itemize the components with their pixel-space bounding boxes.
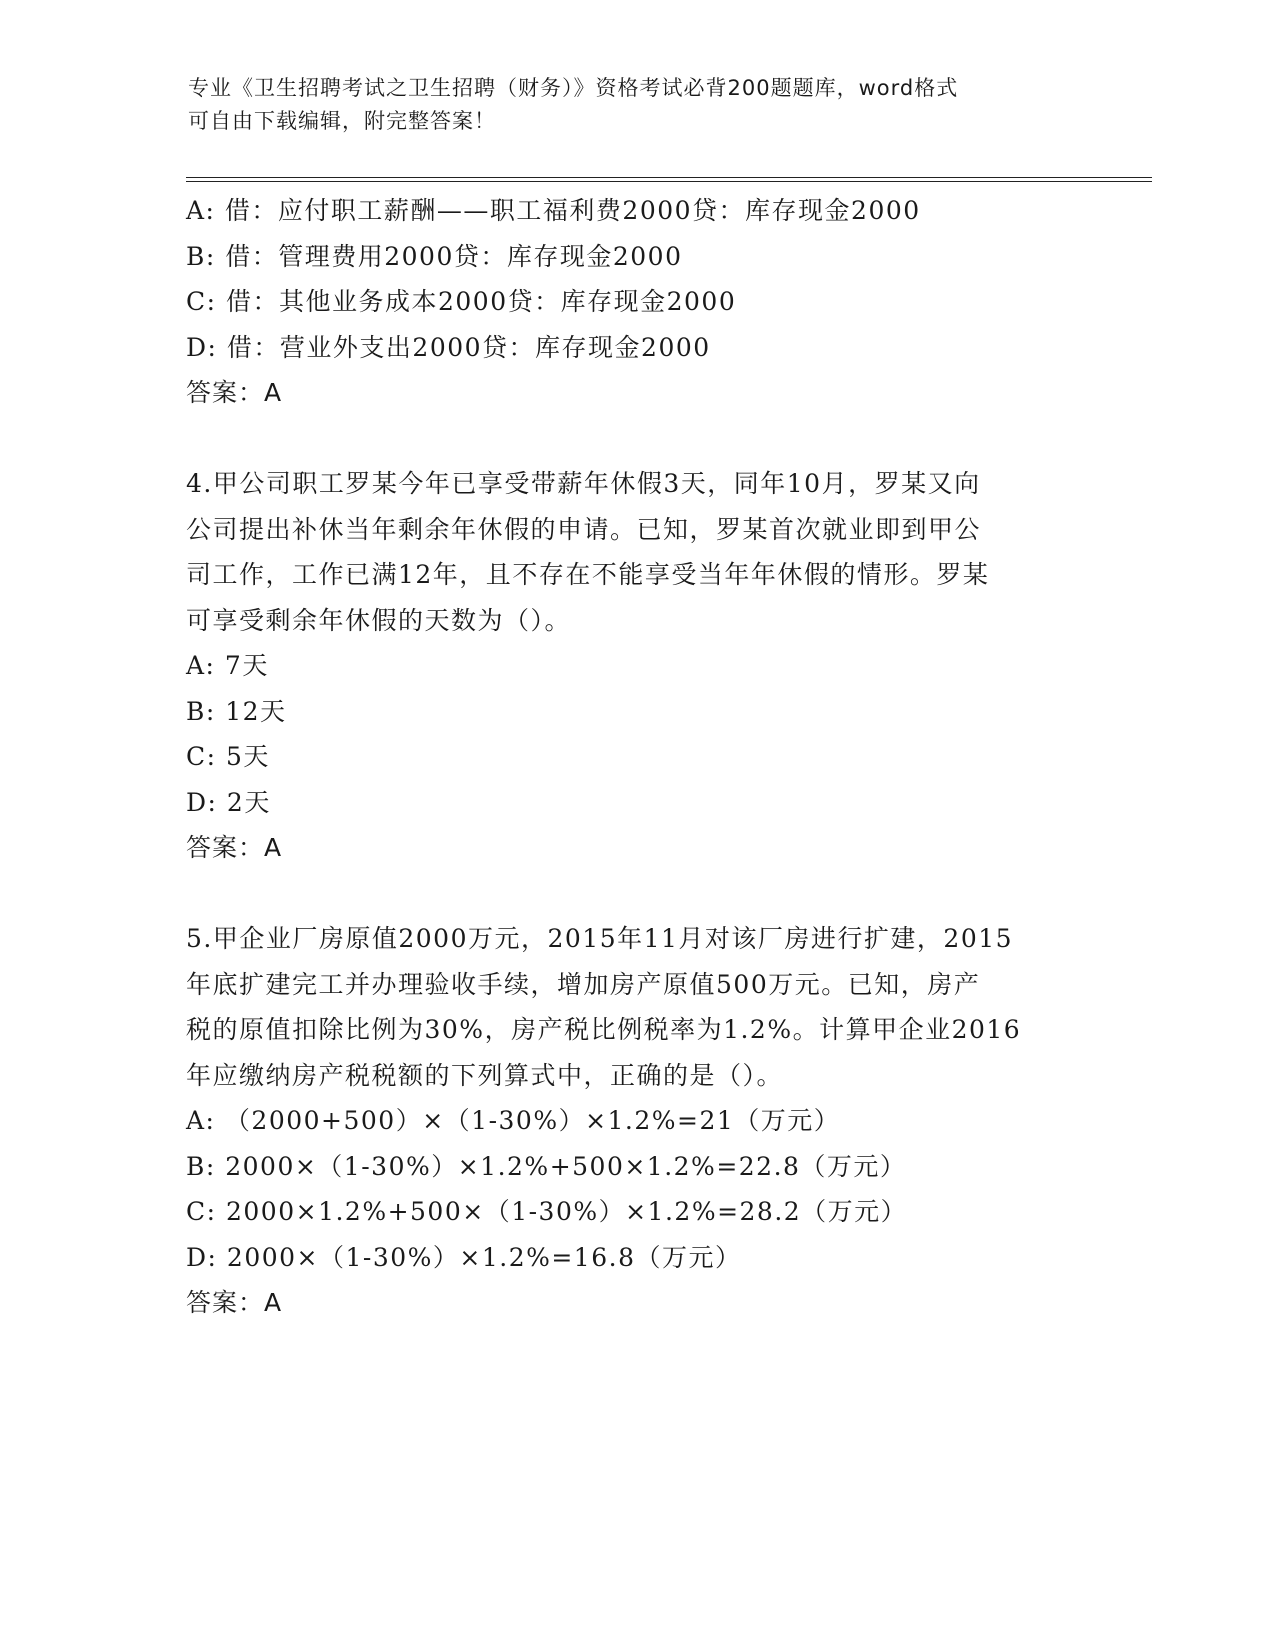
document-header — [188, 72, 1088, 138]
question-3-block — [186, 188, 1086, 416]
header-divider-bottom — [186, 181, 1152, 182]
q5-stem-line-4: 年应缴纳房产税税额的下列算式中，正确的是（）。 — [186, 1060, 784, 1090]
q4-option-a: A: 7天 — [186, 651, 269, 680]
q4-stem-line-3: 司工作，工作已满12年，且不存在不能享受当年年休假的情形。罗某 — [186, 560, 990, 589]
q5-option-c: C: 2000×1.2%+500×（1-30%）×1.2%=28.2（万元） — [186, 1197, 908, 1226]
q4-answer: 答案：A — [186, 833, 283, 862]
q5-stem-line-2: 年底扩建完工并办理验收手续，增加房产原值500万元。已知，房产 — [186, 969, 981, 999]
q5-stem-line-3: 税的原值扣除比例为30%，房产税比例税率为1.2%。计算甲企业2016 — [186, 1015, 1022, 1044]
q5-answer: 答案：A — [186, 1288, 283, 1317]
q3-option-c: C: 借：其他业务成本2000贷：库存现金2000 — [186, 287, 737, 316]
header-line-2: 可自由下载编辑，附完整答案！ — [188, 109, 496, 133]
q4-option-d: D: 2天 — [186, 787, 271, 817]
header-divider-top — [186, 177, 1152, 178]
question-5-block — [186, 916, 1086, 1326]
header-line-1: 专业《卫生招聘考试之卫生招聘（财务）》资格考试必背200题题库，word格式 — [188, 76, 959, 100]
q5-option-d: D: 2000×（1-30%）×1.2%=16.8（万元） — [186, 1242, 742, 1272]
q5-option-a: A: （2000+500）×（1-30%）×1.2%=21（万元） — [186, 1106, 841, 1135]
q3-option-b: B: 借：管理费用2000贷：库存现金2000 — [186, 241, 683, 271]
q3-option-d: D: 借：营业外支出2000贷：库存现金2000 — [186, 332, 711, 362]
q5-option-b: B: 2000×（1-30%）×1.2%+500×1.2%=22.8（万元） — [186, 1151, 907, 1181]
spacer — [186, 416, 1086, 462]
q4-option-c: C: 5天 — [186, 742, 270, 771]
q3-answer: 答案：A — [186, 378, 283, 407]
question-content — [186, 188, 1086, 1326]
question-4-block — [186, 461, 1086, 871]
spacer — [186, 871, 1086, 917]
q3-option-a: A: 借：应付职工薪酬——职工福利费2000贷：库存现金2000 — [186, 196, 921, 225]
q5-stem-line-1: 5.甲企业厂房原值2000万元，2015年11月对该厂房进行扩建，2015 — [186, 924, 1014, 953]
q4-stem-line-1: 4.甲公司职工罗某今年已享受带薪年休假3天，同年10月，罗某又向 — [186, 469, 981, 498]
q4-option-b: B: 12天 — [186, 696, 287, 726]
q4-stem-line-4: 可享受剩余年休假的天数为（）。 — [186, 605, 572, 635]
q4-stem-line-2: 公司提出补休当年剩余年休假的申请。已知，罗某首次就业即到甲公 — [186, 514, 982, 544]
